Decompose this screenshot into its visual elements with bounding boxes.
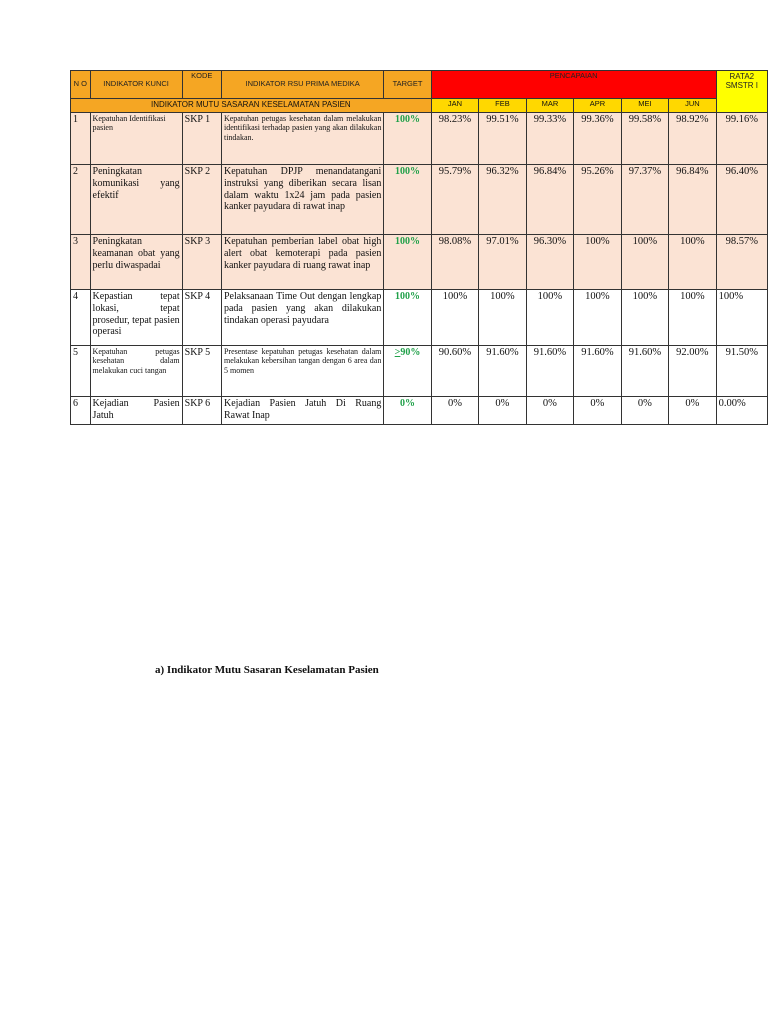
row-indikator: Peningkatan komunikasi yang efektif — [90, 165, 182, 235]
value-mar: 91.60% — [526, 346, 573, 397]
value-mar: 96.84% — [526, 165, 573, 235]
indikator-table — [70, 70, 768, 425]
value-apr: 99.36% — [574, 113, 621, 165]
month-mar: MAR — [526, 99, 573, 113]
value-jun: 96.84% — [669, 165, 716, 235]
row-deskripsi: Pelaksanaan Time Out dengan lengkap pada pasien yang akan dilakukan tindakan operasi payudara — [221, 290, 383, 346]
value-apr: 91.60% — [574, 346, 621, 397]
row-kode: SKP 2 — [182, 165, 221, 235]
header-pencapaian: PENCAPAIAN — [431, 71, 716, 99]
row-kode: SKP 3 — [182, 235, 221, 290]
row-no: 5 — [71, 346, 91, 397]
value-jun: 98.92% — [669, 113, 716, 165]
target-value: 100% — [395, 166, 421, 177]
table-row — [71, 113, 768, 165]
target-prefix: > — [394, 347, 401, 358]
row-kode: SKP 1 — [182, 113, 221, 165]
value-apr: 95.26% — [574, 165, 621, 235]
section-title: INDIKATOR MUTU SASARAN KESELAMATAN PASIEN — [71, 99, 432, 113]
value-feb: 0% — [479, 397, 526, 425]
table-row — [71, 235, 768, 290]
header-indikator-kunci: INDIKATOR KUNCI — [90, 71, 182, 99]
table-row — [71, 290, 768, 346]
value-jan: 98.23% — [431, 113, 478, 165]
value-jan: 0% — [431, 397, 478, 425]
row-indikator: Peningkatan keamanan obat yang perlu diwaspadai — [90, 235, 182, 290]
value-mei: 91.60% — [621, 346, 668, 397]
row-no: 6 — [71, 397, 91, 425]
row-kode: SKP 6 — [182, 397, 221, 425]
month-feb: FEB — [479, 99, 526, 113]
row-indikator: Kepatuhan petugas kesehatan dalam melakukan cuci tangan — [90, 346, 182, 397]
value-feb: 91.60% — [479, 346, 526, 397]
table-row — [71, 165, 768, 235]
value-mei: 0% — [621, 397, 668, 425]
value-rata: 98.57% — [716, 235, 767, 290]
row-target — [384, 165, 431, 235]
value-jun: 92.00% — [669, 346, 716, 397]
value-jan: 98.08% — [431, 235, 478, 290]
header-indikator-rsu: INDIKATOR RSU PRIMA MEDIKA — [221, 71, 383, 99]
value-mei: 97.37% — [621, 165, 668, 235]
row-target — [384, 397, 431, 425]
row-kode: SKP 4 — [182, 290, 221, 346]
row-target — [384, 113, 431, 165]
month-mei: MEI — [621, 99, 668, 113]
table-row — [71, 397, 768, 425]
value-jun: 0% — [669, 397, 716, 425]
value-rata: 96.40% — [716, 165, 767, 235]
value-apr: 100% — [574, 235, 621, 290]
row-kode: SKP 5 — [182, 346, 221, 397]
value-feb: 100% — [479, 290, 526, 346]
target-value: 0% — [400, 398, 416, 409]
target-value: 100% — [395, 236, 421, 247]
value-mar: 100% — [526, 290, 573, 346]
value-jun: 100% — [669, 235, 716, 290]
value-jan: 95.79% — [431, 165, 478, 235]
month-jan: JAN — [431, 99, 478, 113]
value-mar: 96.30% — [526, 235, 573, 290]
row-deskripsi: Kepatuhan DPJP menandatangani instruksi yang diberikan secara lisan dalam waktu 1x24 jam pada pasien kanker payudara di rawat inap — [221, 165, 383, 235]
row-no: 3 — [71, 235, 91, 290]
row-deskripsi: Kepatuhan pemberian label obat high alert obat kemoterapi pada pasien kanker payudara di ruang rawat inap — [221, 235, 383, 290]
month-apr: APR — [574, 99, 621, 113]
row-target — [384, 290, 431, 346]
header-kode: KODE — [182, 71, 221, 99]
row-indikator: Kepastian tepat lokasi, tepat prosedur, tepat pasien operasi — [90, 290, 182, 346]
table-row — [71, 346, 768, 397]
value-rata: 91.50% — [716, 346, 767, 397]
value-apr: 0% — [574, 397, 621, 425]
value-mei: 99.58% — [621, 113, 668, 165]
value-feb: 96.32% — [479, 165, 526, 235]
value-mar: 99.33% — [526, 113, 573, 165]
row-target — [384, 346, 431, 397]
value-feb: 97.01% — [479, 235, 526, 290]
value-apr: 100% — [574, 290, 621, 346]
row-target — [384, 235, 431, 290]
row-no: 1 — [71, 113, 91, 165]
row-deskripsi: Kepatuhan petugas kesehatan dalam melakukan identifikasi terhadap pasien yang akan dilakukan tindakan. — [221, 113, 383, 165]
value-feb: 99.51% — [479, 113, 526, 165]
row-deskripsi: Presentase kepatuhan petugas kesehatan dalam melakukan kebersihan tangan dengan 6 area dan 5 momen — [221, 346, 383, 397]
section-caption: a) Indikator Mutu Sasaran Keselamatan Pasien — [155, 664, 379, 676]
value-rata: 100% — [716, 290, 767, 346]
row-indikator: Kejadian Pasien Jatuh — [90, 397, 182, 425]
target-value: 100% — [395, 291, 421, 302]
value-mar: 0% — [526, 397, 573, 425]
row-deskripsi: Kejadian Pasien Jatuh Di Ruang Rawat Inap — [221, 397, 383, 425]
row-no: 2 — [71, 165, 91, 235]
row-indikator: Kepatuhan Identifikasi pasien — [90, 113, 182, 165]
value-rata: 99.16% — [716, 113, 767, 165]
value-jan: 100% — [431, 290, 478, 346]
value-jun: 100% — [669, 290, 716, 346]
row-no: 4 — [71, 290, 91, 346]
target-value: 100% — [395, 114, 421, 125]
value-mei: 100% — [621, 290, 668, 346]
value-jan: 90.60% — [431, 346, 478, 397]
header-rata2: RATA2 SMSTR I — [716, 71, 767, 113]
header-target: TARGET — [384, 71, 431, 99]
month-jun: JUN — [669, 99, 716, 113]
target-value: 90% — [400, 347, 421, 358]
value-rata: 0.00% — [716, 397, 767, 425]
value-mei: 100% — [621, 235, 668, 290]
header-no: N O — [71, 71, 91, 99]
